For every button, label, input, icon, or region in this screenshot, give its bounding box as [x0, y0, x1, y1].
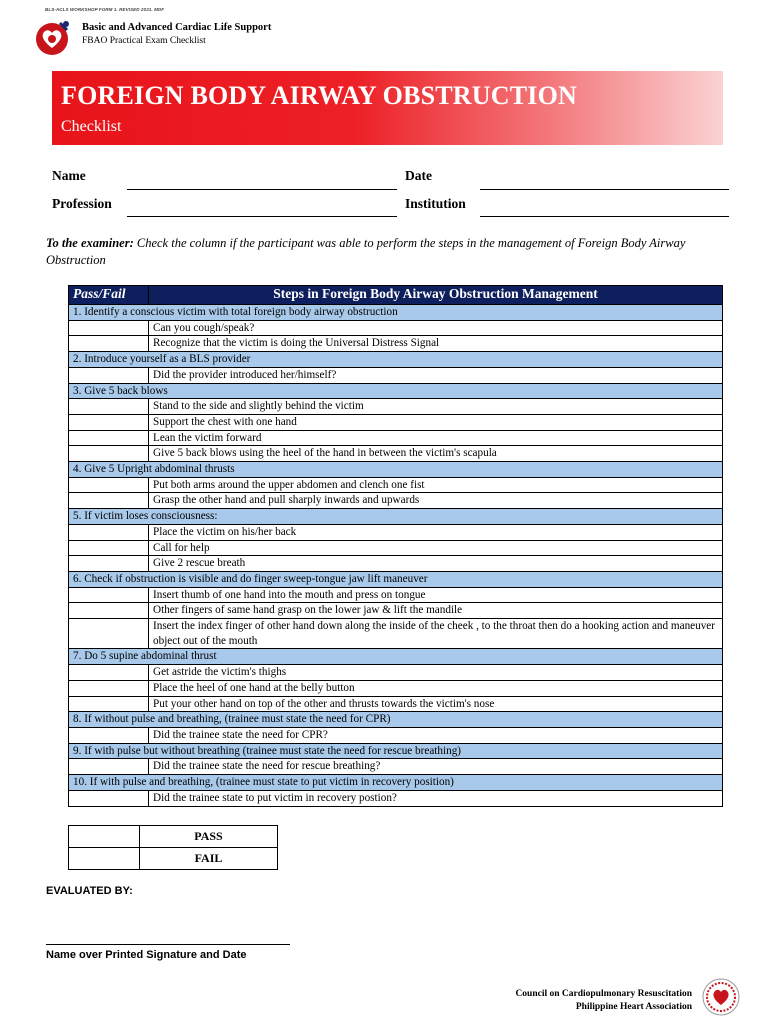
step-text: Insert thumb of one hand into the mouth and press on tongue — [149, 587, 723, 603]
institution-field[interactable] — [480, 216, 729, 217]
passfail-check-cell[interactable] — [69, 540, 149, 556]
step-row — [69, 727, 723, 743]
passfail-check-cell[interactable] — [69, 759, 149, 775]
instructions-text: Check the column if the participant was able to perform the steps in the management of Foreign Body Airway Obstruction — [46, 236, 686, 267]
passfail-check-cell[interactable] — [69, 790, 149, 806]
name-field[interactable] — [127, 189, 397, 190]
passfail-check-cell[interactable] — [69, 619, 149, 649]
step-row — [69, 759, 723, 775]
step-text: Can you cough/speak? — [149, 320, 723, 336]
section-row — [69, 305, 723, 321]
section-row — [69, 352, 723, 368]
instructions-lead: To the examiner: — [46, 236, 134, 250]
checklist-body — [69, 305, 723, 807]
org-subtitle: FBAO Practical Exam Checklist — [82, 36, 206, 46]
signature-line[interactable] — [46, 944, 290, 945]
step-text: Support the chest with one hand — [149, 414, 723, 430]
section-row — [69, 712, 723, 728]
step-row — [69, 367, 723, 383]
institution-label: Institution — [405, 196, 466, 211]
pha-seal-icon — [702, 978, 740, 1016]
section-title: 7. Do 5 supine abdominal thrust — [69, 649, 723, 665]
step-text: Did the provider introduced her/himself? — [149, 367, 723, 383]
step-text: Put your other hand on top of the other and thrusts towards the victim's nose — [149, 696, 723, 712]
banner-subtitle: Checklist — [61, 118, 122, 135]
passfail-check-cell[interactable] — [69, 399, 149, 415]
step-row — [69, 399, 723, 415]
pass-label: PASS — [140, 826, 278, 848]
step-row — [69, 603, 723, 619]
step-row — [69, 540, 723, 556]
pha-heart-logo-icon — [33, 20, 73, 56]
step-row — [69, 336, 723, 352]
form-code: BLS-ACLS WORKSHOP FORM 1. REVISED 2021. MDF — [45, 7, 165, 12]
step-text: Give 2 rescue breath — [149, 556, 723, 572]
passfail-check-cell[interactable] — [69, 727, 149, 743]
council-name: Council on Cardiopulmonary Resuscitation — [515, 989, 692, 999]
step-row — [69, 665, 723, 681]
passfail-column-header: Pass/Fail — [69, 286, 149, 305]
passfail-check-cell[interactable] — [69, 665, 149, 681]
passfail-check-cell[interactable] — [69, 320, 149, 336]
step-text: Other fingers of same hand grasp on the lower jaw & lift the mandile — [149, 603, 723, 619]
section-row — [69, 383, 723, 399]
section-title: 3. Give 5 back blows — [69, 383, 723, 399]
step-text: Get astride the victim's thighs — [149, 665, 723, 681]
step-row — [69, 320, 723, 336]
banner-title: FOREIGN BODY AIRWAY OBSTRUCTION — [61, 81, 577, 110]
title-banner — [52, 71, 723, 145]
passfail-check-cell[interactable] — [69, 493, 149, 509]
step-text: Recognize that the victim is doing the Universal Distress Signal — [149, 336, 723, 352]
step-text: Did the trainee state to put victim in recovery postion? — [149, 790, 723, 806]
step-text: Insert the index finger of other hand down along the inside of the cheek , to the throat then do a hooking action and maneuver object out of the mouth — [149, 619, 723, 649]
association-name: Philippine Heart Association — [575, 1002, 692, 1012]
section-title: 8. If without pulse and breathing, (trainee must state the need for CPR) — [69, 712, 723, 728]
passfail-check-cell[interactable] — [69, 336, 149, 352]
name-label: Name — [52, 168, 86, 183]
council-footer — [515, 988, 692, 1014]
passfail-check-cell[interactable] — [69, 477, 149, 493]
step-row — [69, 414, 723, 430]
date-field[interactable] — [480, 189, 729, 190]
passfail-check-cell[interactable] — [69, 446, 149, 462]
step-text: Place the victim on his/her back — [149, 524, 723, 540]
step-text: Did the trainee state the need for rescue breathing? — [149, 759, 723, 775]
fail-checkbox[interactable] — [69, 848, 140, 870]
date-label: Date — [405, 168, 432, 183]
step-text: Place the heel of one hand at the belly button — [149, 680, 723, 696]
passfail-check-cell[interactable] — [69, 430, 149, 446]
section-row — [69, 462, 723, 478]
fail-label: FAIL — [140, 848, 278, 870]
passfail-check-cell[interactable] — [69, 556, 149, 572]
step-row — [69, 446, 723, 462]
passfail-check-cell[interactable] — [69, 587, 149, 603]
section-row — [69, 571, 723, 587]
passfail-check-cell[interactable] — [69, 603, 149, 619]
step-row — [69, 790, 723, 806]
signature-caption: Name over Printed Signature and Date — [46, 949, 247, 961]
step-text: Give 5 back blows using the heel of the hand in between the victim's scapula — [149, 446, 723, 462]
passfail-check-cell[interactable] — [69, 414, 149, 430]
step-text: Put both arms around the upper abdomen and clench one fist — [149, 477, 723, 493]
step-row — [69, 477, 723, 493]
step-row — [69, 430, 723, 446]
profession-field[interactable] — [127, 216, 397, 217]
section-title: 4. Give 5 Upright abdominal thrusts — [69, 462, 723, 478]
fail-row — [69, 848, 278, 870]
step-row — [69, 524, 723, 540]
section-title: 5. If victim loses consciousness: — [69, 509, 723, 525]
table-header-row — [69, 286, 723, 305]
step-row — [69, 696, 723, 712]
step-row — [69, 493, 723, 509]
section-title: 2. Introduce yourself as a BLS provider — [69, 352, 723, 368]
step-text: Lean the victim forward — [149, 430, 723, 446]
step-text: Stand to the side and slightly behind the victim — [149, 399, 723, 415]
step-row — [69, 587, 723, 603]
section-row — [69, 743, 723, 759]
step-text: Did the trainee state the need for CPR? — [149, 727, 723, 743]
section-title: 6. Check if obstruction is visible and do finger sweep-tongue jaw lift maneuver — [69, 571, 723, 587]
passfail-check-cell[interactable] — [69, 696, 149, 712]
profession-label: Profession — [52, 196, 112, 211]
org-title: Basic and Advanced Cardiac Life Support — [82, 22, 272, 33]
section-title: 10. If with pulse and breathing, (trainee must state to put victim in recovery position) — [69, 775, 723, 791]
step-row — [69, 619, 723, 649]
examiner-instructions — [46, 235, 716, 269]
pass-row — [69, 826, 278, 848]
passfail-check-cell[interactable] — [69, 680, 149, 696]
step-text: Call for help — [149, 540, 723, 556]
step-row — [69, 680, 723, 696]
step-row — [69, 556, 723, 572]
passfail-check-cell[interactable] — [69, 367, 149, 383]
passfail-check-cell[interactable] — [69, 524, 149, 540]
checklist-table — [68, 285, 723, 807]
section-row — [69, 649, 723, 665]
steps-column-header: Steps in Foreign Body Airway Obstruction Management — [149, 286, 723, 305]
step-text: Grasp the other hand and pull sharply inwards and upwards — [149, 493, 723, 509]
section-title: 1. Identify a conscious victim with total foreign body airway obstruction — [69, 305, 723, 321]
evaluated-by-label: EVALUATED BY: — [46, 885, 133, 897]
pass-checkbox[interactable] — [69, 826, 140, 848]
result-table — [68, 825, 278, 870]
section-row — [69, 509, 723, 525]
section-title: 9. If with pulse but without breathing (trainee must state the need for rescue breathing) — [69, 743, 723, 759]
section-row — [69, 775, 723, 791]
